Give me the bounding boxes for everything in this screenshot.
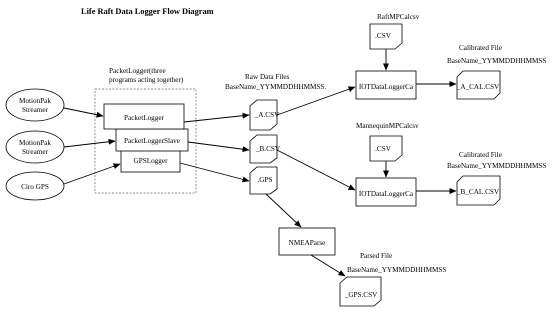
svg-text:_GPS.CSV: _GPS.CSV: [344, 291, 378, 299]
svg-text:Parsed File: Parsed File: [360, 252, 393, 260]
svg-text:IOTDataLoggerCa: IOTDataLoggerCa: [358, 83, 414, 91]
svg-text:Streamer: Streamer: [22, 106, 48, 114]
file-b-cal-csv: [456, 176, 500, 205]
file-gps-csv: [340, 277, 381, 306]
raw-data-files-label: [225, 73, 326, 91]
svg-text:BaseName_YYMMDDHHMMSS: BaseName_YYMMDDHHMMSS: [447, 162, 547, 170]
mannequin-mpcal-label: MannequinMPCalcsv: [356, 122, 419, 130]
svg-text:PacketLogger: PacketLogger: [124, 114, 164, 122]
arrow-ciro-to-gpslogger: [64, 164, 120, 184]
svg-text:Streamer: Streamer: [22, 148, 48, 156]
arrow-slave-to-bcsv: [188, 142, 249, 150]
file-b-csv: [250, 135, 281, 163]
packet-logger-slave-box: [116, 129, 188, 151]
motionpak-streamer-2: [6, 131, 64, 163]
svg-text:Ciro GPS: Ciro GPS: [21, 183, 49, 191]
packet-logger-box: [104, 104, 184, 129]
calibrated-file-1-label: [447, 44, 546, 65]
svg-text:BaseName_YYMMDDHHMMSS: BaseName_YYMMDDHHMMSS: [347, 266, 447, 274]
svg-text:IOTDataLoggerCa: IOTDataLoggerCa: [358, 190, 414, 198]
arrow-gps-to-nmea: [266, 194, 301, 227]
svg-text:GPSLogger: GPSLogger: [133, 157, 168, 165]
svg-text:MotionPak: MotionPak: [19, 97, 51, 105]
file-gps: [250, 167, 277, 194]
svg-text:MotionPak: MotionPak: [19, 139, 51, 147]
svg-text:_B_CAL.CSV: _B_CAL.CSV: [456, 188, 500, 196]
arrow-motionpak2-to-slave: [64, 141, 115, 147]
svg-text:Raw Data Files: Raw Data Files: [245, 73, 290, 81]
motionpak-streamer-1: [6, 89, 64, 121]
svg-text:.CSV: .CSV: [375, 145, 391, 153]
nmea-parse-box: [279, 228, 335, 255]
arrow-gpslogger-to-gps: [180, 163, 249, 181]
arrow-packetlogger-to-acsv: [184, 115, 249, 122]
arrow-acsv-to-iot1: [277, 87, 355, 115]
svg-text:BaseName_YYMMDDHHMMSS.: BaseName_YYMMDDHHMMSS.: [225, 83, 327, 91]
file-a-cal-csv: [456, 71, 500, 99]
file-a-csv: [250, 100, 280, 130]
parsed-file-label: [347, 252, 446, 274]
raft-mpcal-csv: [370, 24, 402, 49]
svg-text:PacketLoggerSlave: PacketLoggerSlave: [124, 137, 180, 145]
arrow-motionpak1-to-packetlogger: [64, 108, 103, 116]
svg-text:Calibrated File: Calibrated File: [459, 151, 502, 159]
svg-text:programs acting together): programs acting together): [109, 76, 184, 84]
svg-text:NMEAParse: NMEAParse: [288, 239, 326, 247]
svg-text:PacketLogger(three: PacketLogger(three: [109, 67, 166, 75]
svg-text:.GPS: .GPS: [257, 176, 273, 184]
svg-text:.CSV: .CSV: [375, 32, 391, 40]
packet-logger-group-label: [109, 67, 184, 84]
mannequin-mpcal-csv: [370, 136, 402, 161]
arrow-bcsv-to-iot2: [277, 150, 355, 190]
svg-text:_A_CAL.CSV: _A_CAL.CSV: [456, 83, 500, 91]
svg-text:_B.CSV: _B.CSV: [255, 145, 281, 153]
ciro-gps: [6, 172, 64, 200]
calibrated-file-2-label: [447, 151, 546, 170]
svg-text:_A.CSV: _A.CSV: [254, 111, 280, 119]
arrow-nmea-to-gpscsv: [311, 255, 345, 276]
iot-data-logger-1: [356, 71, 416, 99]
svg-text:BaseName_YYMMDDHHMMSS: BaseName_YYMMDDHHMMSS: [447, 57, 547, 65]
svg-text:Calibrated File: Calibrated File: [459, 44, 502, 52]
iot-data-logger-2: [356, 178, 416, 206]
raft-mpcal-label: RaftMPCalcsv: [377, 13, 420, 21]
diagram-title: Life Raft Data Logger Flow Diagram: [81, 7, 214, 16]
